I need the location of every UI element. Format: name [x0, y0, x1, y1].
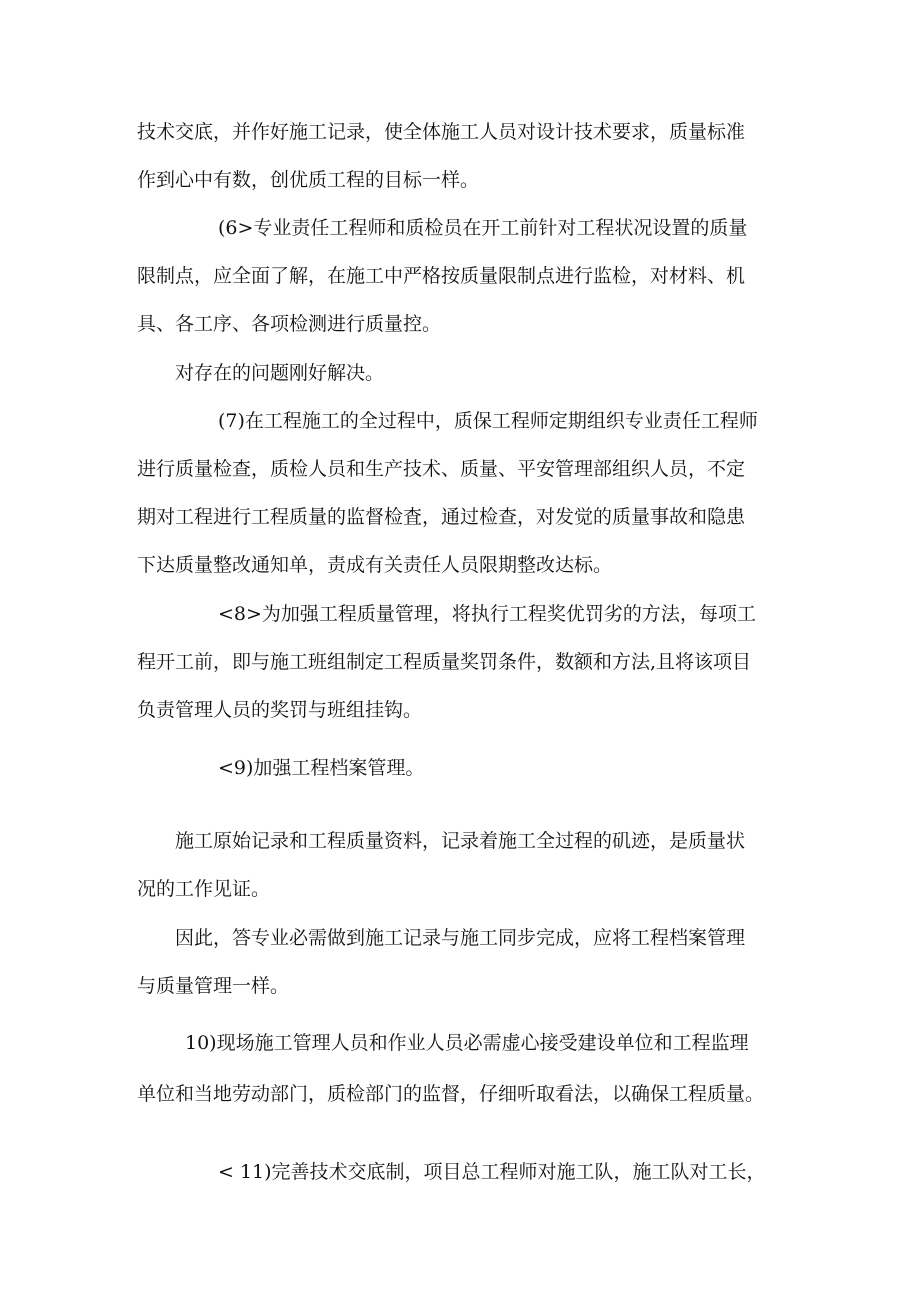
paragraph-5-line-2: 程开工前，即与施工班组制定工程质量奖罚条件，数额和方法,且将该项目	[137, 651, 752, 673]
paragraph-2-line-2: 限制点，应全面了解，在施工中严格按质量限制点进行监检，对材料、机	[137, 265, 746, 287]
paragraph-10-line-1: < 11)完善技术交底制，项目总工程师对施工队，施工队对工长，	[218, 1161, 766, 1183]
paragraph-8-line-1: 因此，答专业必需做到施工记录与施工同步完成，应将工程档案管理	[175, 927, 746, 949]
paragraph-1-line-1: 技术交底，并作好施工记录，使全体施工人员对设计技术要求，质量标准	[137, 121, 746, 143]
paragraph-5-line-3: 负责管理人员的奖罚与班组挂钩。	[137, 699, 423, 721]
paragraph-9-line-2: 单位和当地劳动部门，质检部门的监督，仔细听取看法，以确保工程质量。	[137, 1083, 765, 1105]
paragraph-5-line-1: <8>为加强工程质量管理，将执行工程奖优罚劣的方法，每项工	[218, 603, 756, 625]
paragraph-2-line-1: (6>专业责任工程师和质检员在开工前针对工程状况设置的质量	[218, 217, 748, 239]
paragraph-8-line-2: 与质量管理一样。	[137, 975, 290, 997]
paragraph-4-line-4: 下达质量整改通知单，责成有关责任人员限期整改达标。	[137, 554, 613, 576]
paragraph-9-line-1: 10)现场施工管理人员和作业人员必需虚心接受建设单位和工程监理	[185, 1032, 749, 1054]
paragraph-4-line-1: (7)在工程施工的全过程中，质保工程师定期组织专业责任工程师	[218, 410, 758, 432]
paragraph-1-line-2: 作到心中有数，创优质工程的目标一样。	[137, 169, 480, 191]
paragraph-6-line-1: <9)加强工程档案管理。	[218, 757, 425, 779]
paragraph-7-line-2: 况的工作见证。	[137, 878, 271, 900]
paragraph-4-line-3: 期对工程进行工程质量的监督检査，通过检查，对发觉的质量事故和隐患	[137, 506, 746, 528]
paragraph-4-line-2: 进行质量检查，质检人员和生产技术、质量、平安管理部组织人员，不定	[137, 458, 746, 480]
paragraph-3-line-1: 对存在的问题刚好解决。	[175, 362, 385, 384]
paragraph-7-line-1: 施工原始记录和工程质量资料，记录着施工全过程的矶迹，是质量状	[175, 830, 746, 852]
paragraph-2-line-3: 具、各工序、各项检测进行质量控。	[137, 313, 442, 335]
